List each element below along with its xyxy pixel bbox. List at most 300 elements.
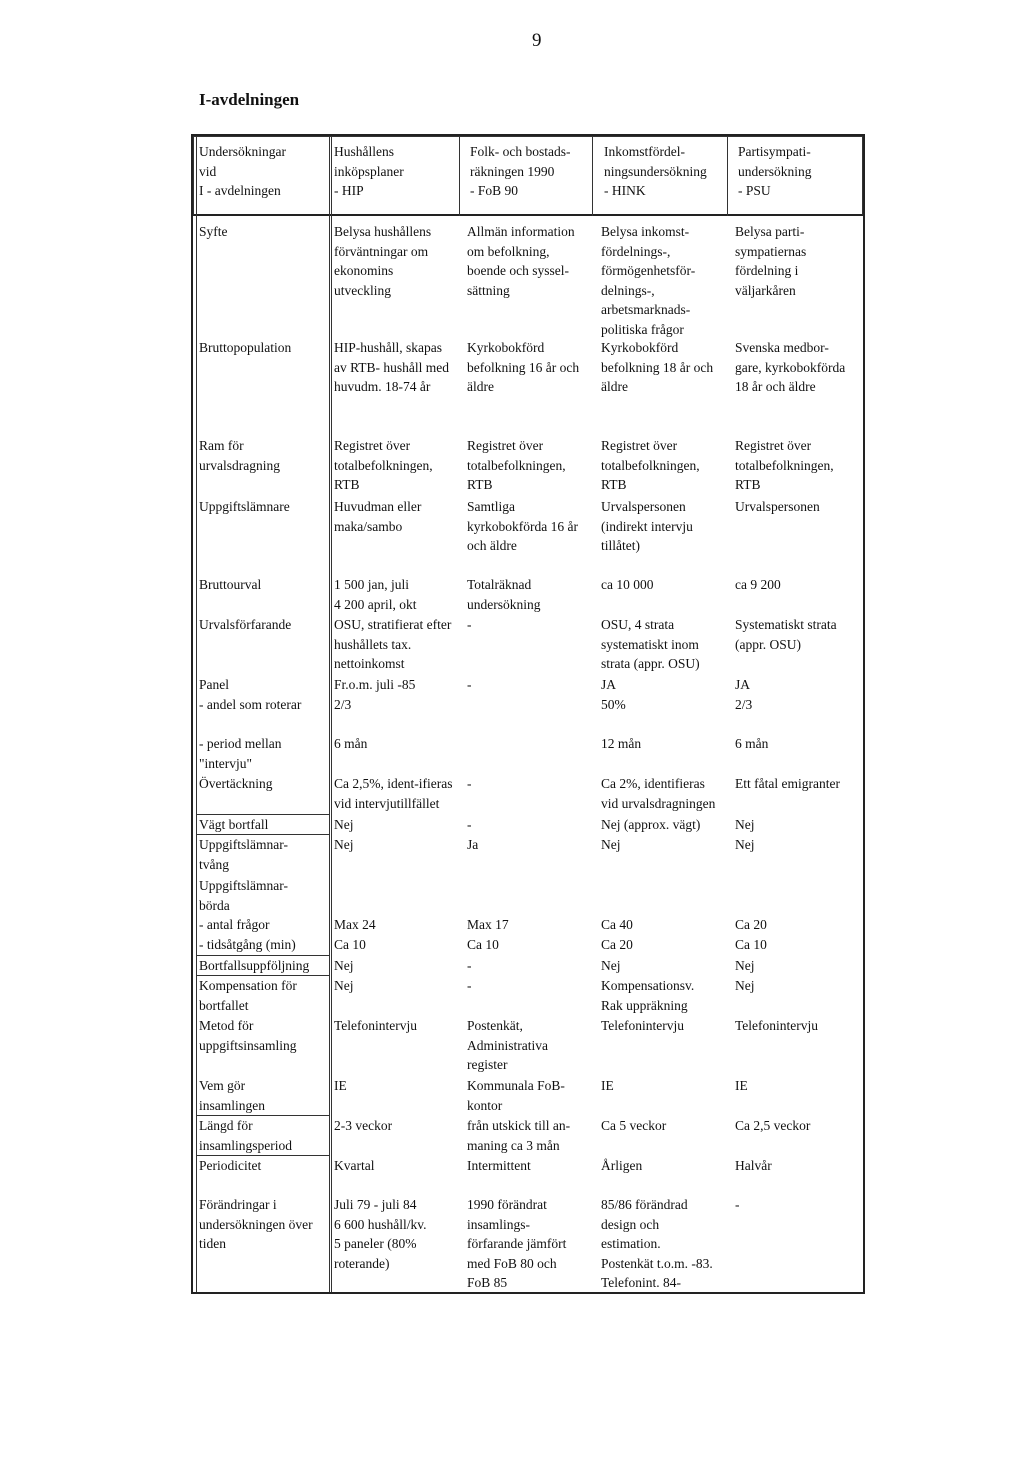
row-label-cell-line: Ram för (199, 438, 244, 453)
row-value-cell-line: 2/3 (334, 696, 352, 712)
row-label-cell (199, 497, 290, 517)
row-value-cell-line: Fr.o.m. juli -85 (334, 677, 416, 692)
row-value-cell-line: Ca 20 (601, 936, 633, 952)
row-label-cell-line: bortfallet (199, 997, 249, 1013)
row-value-cell-line: Allmän information (467, 224, 575, 239)
row-value-cell-line: 18 år och äldre (735, 379, 816, 394)
row-label-cell (199, 976, 297, 1015)
row-value-cell (735, 436, 834, 495)
row-value-cell (334, 734, 367, 754)
header-column-cell-line: räkningen 1990 (470, 163, 555, 179)
row-value-cell (601, 436, 700, 495)
row-value-cell (334, 1116, 392, 1136)
row-value-cell-line: (appr. OSU) (735, 636, 801, 652)
row-label-cell-line: Uppgiftslämnar- (199, 837, 288, 852)
row-value-cell-line (735, 876, 767, 896)
row-value-cell-line: nettoinkomst (334, 656, 405, 671)
row-value-cell-line: Telefonintervju (334, 1018, 418, 1033)
row-value-cell (467, 835, 478, 855)
row-value-cell (735, 876, 767, 954)
row-value-cell-line: - (467, 617, 472, 632)
header-column-cell-line: Partisympati- (738, 144, 811, 159)
row-label-cell-line: Förändringar i (199, 1197, 277, 1212)
row-value-cell (467, 956, 472, 976)
row-value-cell (334, 774, 452, 813)
row-value-cell (334, 575, 417, 614)
row-value-cell-line: Nej (735, 958, 755, 973)
row-value-cell-line: befolkning 16 år och (467, 359, 580, 375)
row-value-cell (601, 876, 633, 954)
row-value-cell (601, 222, 695, 339)
header-column-cell-line: inköpsplaner (334, 163, 404, 179)
row-value-cell (467, 1116, 570, 1155)
row-value-cell (601, 497, 693, 556)
row-value-cell-line: Ca 40 (601, 917, 633, 932)
row-value-cell-line: Ca 2%, identifieras (601, 776, 705, 791)
row-label-cell-line: - andel som roterar (199, 696, 302, 712)
row-value-cell-line: - (735, 1197, 740, 1212)
row-value-cell (735, 1016, 818, 1036)
row-value-cell-line: befolkning 18 år och (601, 359, 714, 375)
row-value-cell-line: Ett fåtal emigranter (735, 776, 840, 791)
row-value-cell (735, 1076, 748, 1096)
row-value-cell-line: Registret över (601, 438, 678, 453)
row-value-cell-line: äldre (467, 379, 494, 394)
row-label-cell (199, 222, 228, 242)
row-value-cell-line: politiska frågor (601, 321, 684, 337)
row-label-cell-line: - antal frågor (199, 917, 270, 932)
label-column-right-rule-double (331, 136, 332, 1292)
row-value-cell-line: av RTB- hushåll med (334, 359, 450, 375)
row-value-cell (735, 956, 755, 976)
label-row-rule (196, 814, 330, 815)
row-value-cell-line: - (467, 677, 472, 692)
row-value-cell-line: RTB (334, 477, 360, 492)
row-value-cell-line: register (467, 1057, 508, 1072)
row-value-cell (467, 876, 509, 954)
header-column-cell-line: - FoB 90 (470, 183, 519, 198)
row-value-cell (467, 734, 470, 754)
row-value-cell-line: Intermittent (467, 1158, 531, 1173)
row-value-cell-line: om befolkning, (467, 243, 550, 259)
row-value-cell-line: kontor (467, 1097, 503, 1113)
row-value-cell-line: undersökning (467, 596, 541, 612)
row-label-cell-line: Syfte (199, 224, 228, 239)
header-column-cell (604, 142, 707, 201)
row-value-cell (334, 436, 433, 495)
row-value-cell-line: Ca 10 (334, 936, 366, 952)
row-value-cell-line: Ca 2,5%, ident-ifieras (334, 776, 453, 791)
row-value-cell-line: 5 paneler (80% (334, 1236, 417, 1251)
row-value-cell (334, 876, 376, 954)
row-value-cell (601, 1076, 614, 1096)
row-value-cell-line: tillåtet) (601, 538, 640, 553)
row-value-cell-line: Telefonintervju (735, 1018, 819, 1033)
row-label-cell-line: Bortfallsuppföljning (199, 958, 310, 973)
row-value-cell-line: 1 500 jan, juli (334, 577, 409, 592)
row-label-cell (199, 338, 291, 358)
row-value-cell (735, 615, 837, 654)
row-value-cell-line: Nej (735, 817, 755, 832)
row-value-cell-line: Ca 2,5 veckor (735, 1118, 811, 1133)
row-value-cell (467, 976, 472, 996)
row-value-cell-line: Nej (334, 837, 354, 852)
row-value-cell (334, 675, 415, 714)
row-value-cell-line: 6 600 hushåll/kv. (334, 1216, 427, 1232)
row-value-cell-line: FoB 85 (467, 1275, 508, 1290)
row-value-cell-line: strata (appr. OSU) (601, 656, 700, 671)
row-value-cell-line: utveckling (334, 282, 391, 298)
row-value-cell-line (735, 896, 767, 916)
row-value-cell-line: Ja (467, 837, 479, 852)
row-value-cell-line (467, 896, 509, 916)
row-label-cell (199, 1076, 265, 1115)
label-column-left-rule (196, 136, 197, 1292)
row-value-cell (735, 575, 781, 595)
row-value-cell-line: Nej (334, 978, 354, 993)
row-value-cell (467, 1076, 565, 1115)
row-value-cell (467, 436, 566, 495)
row-label-cell-line: uppgiftsinsamling (199, 1037, 297, 1053)
row-value-cell (601, 575, 653, 595)
row-value-cell-line: totalbefolkningen, (467, 457, 566, 473)
row-value-cell (334, 222, 431, 300)
row-value-cell (735, 1195, 740, 1215)
row-label-cell (199, 615, 291, 635)
row-value-cell-line: JA (601, 677, 617, 692)
row-value-cell-line: ekonomins (334, 263, 394, 278)
row-label-cell (199, 956, 309, 976)
row-value-cell (334, 976, 354, 996)
row-value-cell (601, 338, 713, 397)
label-row-rule (196, 1155, 330, 1156)
row-value-cell-line: Kvartal (334, 1158, 375, 1173)
row-value-cell-line: Kommunala FoB- (467, 1078, 565, 1093)
row-value-cell-line: Ca 20 (735, 917, 767, 932)
row-label-cell (199, 675, 301, 714)
row-value-cell-line: Nej (735, 837, 755, 852)
row-value-cell (735, 1116, 810, 1136)
row-value-cell-line: kyrkobokförda 16 år (467, 518, 578, 534)
header-column-rule (727, 136, 728, 216)
row-value-cell-line: 6 mån (334, 736, 368, 751)
row-value-cell-line: Nej (735, 978, 755, 993)
row-value-cell-line: Ca 10 (735, 936, 767, 952)
row-value-cell (467, 615, 472, 635)
row-value-cell-line: HIP-hushåll, skapas (334, 340, 442, 355)
header-column-cell (470, 142, 571, 201)
row-value-cell-line: Kyrkobokförd (601, 340, 679, 355)
row-value-cell (601, 615, 700, 674)
row-label-cell (199, 1195, 313, 1254)
row-value-cell (334, 1016, 417, 1036)
row-value-cell (334, 1076, 347, 1096)
row-value-cell-line (467, 734, 470, 754)
row-value-cell-line: Ca 5 veckor (601, 1118, 667, 1133)
row-value-cell-line: totalbefolkningen, (334, 457, 433, 473)
row-value-cell-line: Systematiskt strata (735, 617, 837, 632)
row-value-cell-line: Telefonintervju (601, 1018, 685, 1033)
header-column-cell-line: Folk- och bostads- (470, 144, 571, 159)
row-value-cell (601, 1116, 666, 1136)
row-value-cell (334, 835, 354, 855)
row-label-cell-line: - period mellan (199, 736, 282, 751)
row-value-cell-line: boende och syssel- (467, 263, 569, 278)
row-value-cell-line: Nej (approx. vägt) (601, 817, 701, 832)
row-value-cell-line: Rak uppräkning (601, 997, 688, 1013)
row-value-cell-line: 12 mån (601, 736, 642, 751)
row-value-cell-line: gare, kyrkobokförda (735, 359, 846, 375)
row-value-cell (467, 774, 472, 794)
row-value-cell-line (467, 876, 509, 896)
row-value-cell (467, 1156, 531, 1176)
row-value-cell (334, 1195, 427, 1273)
row-value-cell-line: Administrativa (467, 1037, 548, 1053)
row-value-cell-line: arbetsmarknads- (601, 302, 691, 317)
row-label-cell (199, 835, 288, 874)
row-value-cell-line: Årligen (601, 1158, 643, 1173)
row-label-cell-line: insamlingen (199, 1097, 265, 1113)
row-value-cell-line: huvudm. 18-74 år (334, 379, 431, 394)
row-label-cell-line: tiden (199, 1236, 226, 1251)
row-value-cell-line: förmögenhetsför- (601, 263, 696, 278)
row-value-cell-line: förväntningar om (334, 243, 429, 259)
row-value-cell-line: fördelnings-, (601, 243, 671, 259)
row-value-cell-line: Halvår (735, 1158, 772, 1173)
row-value-cell-line: Registret över (467, 438, 544, 453)
page-number: 9 (532, 30, 542, 51)
row-value-cell (735, 976, 755, 996)
row-value-cell-line: Urvalspersonen (735, 499, 820, 514)
row-value-cell-line: RTB (735, 477, 761, 492)
row-value-cell (334, 615, 451, 674)
row-label-cell-line: Uppgiftslämnare (199, 499, 290, 514)
row-label-cell (199, 1116, 292, 1155)
row-value-cell-line: Max 24 (334, 917, 376, 932)
row-value-cell-line (334, 896, 376, 916)
row-value-cell-line: 6 mån (735, 736, 769, 751)
row-label-cell-line: Övertäckning (199, 776, 273, 791)
row-label-cell-line: insamlingsperiod (199, 1137, 292, 1153)
row-value-cell-line: äldre (601, 379, 628, 394)
row-label-cell (199, 774, 272, 794)
row-value-cell-line: delnings-, (601, 282, 655, 298)
row-value-cell (601, 835, 621, 855)
row-value-cell-line: RTB (601, 477, 627, 492)
row-value-cell (467, 675, 472, 695)
label-column-right-rule (329, 136, 330, 1292)
row-value-cell (467, 1016, 548, 1075)
row-value-cell-line (601, 876, 633, 896)
row-value-cell (467, 575, 541, 614)
row-label-cell-line: Kompensation för (199, 978, 297, 993)
row-label-cell-line: Panel (199, 677, 229, 692)
row-value-cell (601, 774, 715, 813)
label-row-rule (196, 955, 330, 956)
page-heading: I-avdelningen (199, 90, 300, 109)
row-value-cell-line: fördelning i (735, 263, 799, 278)
row-value-cell-line: Samtliga (467, 499, 515, 514)
row-label-cell-line: "intervju" (199, 755, 253, 771)
row-value-cell-line: Nej (601, 958, 621, 973)
row-value-cell-line: RTB (467, 477, 493, 492)
row-value-cell (601, 1016, 684, 1036)
row-value-cell-line: IE (601, 1078, 614, 1093)
row-label-cell-line: Längd för (199, 1118, 253, 1133)
row-value-cell-line: - (467, 776, 472, 791)
header-column-cell-line: ningsundersökning (604, 163, 707, 179)
header-column-cell-line: undersökning (738, 163, 812, 179)
row-value-cell (334, 815, 354, 835)
row-value-cell-line: hushållets tax. (334, 636, 412, 652)
row-value-cell (601, 734, 641, 754)
row-value-cell (735, 497, 820, 517)
row-value-cell (467, 222, 575, 300)
header-column-cell-line: Hushållens (334, 144, 394, 159)
row-label-cell-line: undersökningen över (199, 1216, 313, 1232)
row-value-cell-line: totalbefolkningen, (735, 457, 834, 473)
row-value-cell-line: Svenska medbor- (735, 340, 829, 355)
row-label-cell (199, 876, 296, 954)
row-value-cell-line: 1990 förändrat (467, 1197, 547, 1212)
row-value-cell (467, 815, 472, 835)
row-value-cell (601, 1156, 642, 1176)
row-value-cell (601, 1195, 713, 1293)
row-value-cell-line: Belysa inkomst- (601, 224, 690, 239)
row-value-cell-line: vid urvalsdragningen (601, 795, 716, 811)
row-value-cell-line: estimation. (601, 1236, 661, 1251)
row-value-cell (601, 675, 626, 714)
row-label-cell-line: börda (199, 897, 230, 913)
row-value-cell-line: ca 9 200 (735, 577, 781, 592)
row-value-cell-line: - (467, 817, 472, 832)
row-value-cell-line: - (467, 958, 472, 973)
row-value-cell-line: Nej (334, 958, 354, 973)
row-value-cell (735, 1156, 772, 1176)
row-value-cell-line: från utskick till an- (467, 1118, 571, 1133)
row-value-cell-line: insamlings- (467, 1216, 530, 1232)
header-column-cell (738, 142, 812, 201)
row-value-cell (467, 1195, 566, 1293)
row-value-cell-line: roterande) (334, 1255, 390, 1271)
row-value-cell-line: maka/sambo (334, 518, 403, 534)
row-label-cell-line: urvalsdragning (199, 457, 280, 473)
row-value-cell-line: systematiskt inom (601, 636, 699, 652)
row-value-cell-line: Totalräknad (467, 577, 532, 592)
row-value-cell-line: 50% (601, 696, 626, 712)
row-value-cell-line: totalbefolkningen, (601, 457, 700, 473)
row-label-cell (199, 734, 281, 773)
row-value-cell-line: med FoB 80 och (467, 1255, 557, 1271)
row-value-cell-line: Huvudman eller (334, 499, 422, 514)
row-value-cell (735, 338, 845, 397)
row-value-cell-line: Postenkät, (467, 1018, 523, 1033)
row-value-cell (601, 976, 694, 1015)
row-value-cell-line: 2-3 veckor (334, 1118, 393, 1133)
row-label-cell (199, 1156, 261, 1176)
row-value-cell-line: maning ca 3 mån (467, 1137, 560, 1153)
row-value-cell-line: design och (601, 1216, 660, 1232)
row-value-cell-line (601, 896, 633, 916)
row-label-cell-line: tvång (199, 856, 229, 872)
row-label-cell (199, 575, 261, 595)
header-column-cell (334, 142, 404, 201)
row-value-cell-line: väljarkåren (735, 282, 796, 298)
row-label-cell-line: Metod för (199, 1018, 254, 1033)
row-label-cell (199, 436, 280, 475)
row-value-cell-line (334, 876, 376, 896)
row-value-cell-line: - (467, 978, 472, 993)
row-label-cell-line: Bruttopopulation (199, 340, 292, 355)
row-value-cell-line: Telefonint. 84- (601, 1275, 682, 1290)
row-value-cell-line: IE (334, 1078, 347, 1093)
row-label-cell-line: Vem gör (199, 1078, 246, 1093)
row-value-cell-line: ca 10 000 (601, 577, 654, 592)
header-label-cell (199, 142, 286, 201)
row-value-cell (467, 338, 579, 397)
row-value-cell-line: (indirekt intervju (601, 518, 693, 534)
row-value-cell (467, 497, 578, 556)
row-value-cell-line: 2/3 (735, 696, 753, 712)
row-value-cell (334, 956, 354, 976)
row-label-cell-line: Periodicitet (199, 1158, 262, 1173)
row-value-cell-line: och äldre (467, 538, 517, 553)
row-value-cell-line: Kompensationsv. (601, 978, 695, 993)
row-value-cell-line: OSU, stratifierat efter (334, 617, 452, 632)
row-value-cell-line: OSU, 4 strata (601, 617, 675, 632)
row-value-cell (601, 815, 700, 835)
row-value-cell-line: Registret över (334, 438, 411, 453)
header-column-cell-line: - HIP (334, 183, 364, 198)
header-column-cell-line: Inkomstfördel- (604, 144, 685, 159)
row-value-cell-line: JA (735, 677, 751, 692)
header-column-cell-line: - PSU (738, 183, 771, 198)
row-value-cell-line: sättning (467, 282, 510, 298)
header-column-rule (459, 136, 460, 216)
row-value-cell-line: Kyrkobokförd (467, 340, 545, 355)
header-label-cell-line: I - avdelningen (199, 183, 281, 198)
row-value-cell-line: Registret över (735, 438, 812, 453)
row-value-cell-line: 4 200 april, okt (334, 596, 417, 612)
row-value-cell (735, 835, 755, 855)
row-value-cell (334, 497, 421, 536)
row-label-cell (199, 1016, 297, 1055)
row-value-cell (601, 956, 621, 976)
row-value-cell-line: Nej (601, 837, 621, 852)
row-value-cell-line: vid intervjutillfället (334, 795, 440, 811)
row-value-cell-line: Nej (334, 817, 354, 832)
header-label-cell-line: Undersökningar (199, 144, 286, 159)
row-value-cell-line: 85/86 förändrad (601, 1197, 688, 1212)
row-value-cell (334, 338, 449, 397)
row-value-cell-line: Juli 79 - juli 84 (334, 1197, 417, 1212)
row-label-cell-line: Vägt bortfall (199, 817, 269, 832)
row-label-cell-line: Uppgiftslämnar- (199, 878, 288, 893)
row-value-cell-line: Belysa parti- (735, 224, 805, 239)
row-label-cell-line: Bruttourval (199, 577, 262, 592)
row-value-cell-line: Max 17 (467, 917, 509, 932)
label-row-rule (196, 975, 330, 976)
row-label-cell (199, 815, 268, 835)
label-row-rule (196, 834, 330, 835)
row-value-cell (735, 734, 768, 754)
header-column-cell-line: - HINK (604, 183, 646, 198)
row-value-cell (735, 774, 840, 794)
header-label-cell-line: vid (199, 163, 217, 179)
row-value-cell-line: Belysa hushållens (334, 224, 432, 239)
row-value-cell (334, 1156, 374, 1176)
header-column-rule (592, 136, 593, 216)
